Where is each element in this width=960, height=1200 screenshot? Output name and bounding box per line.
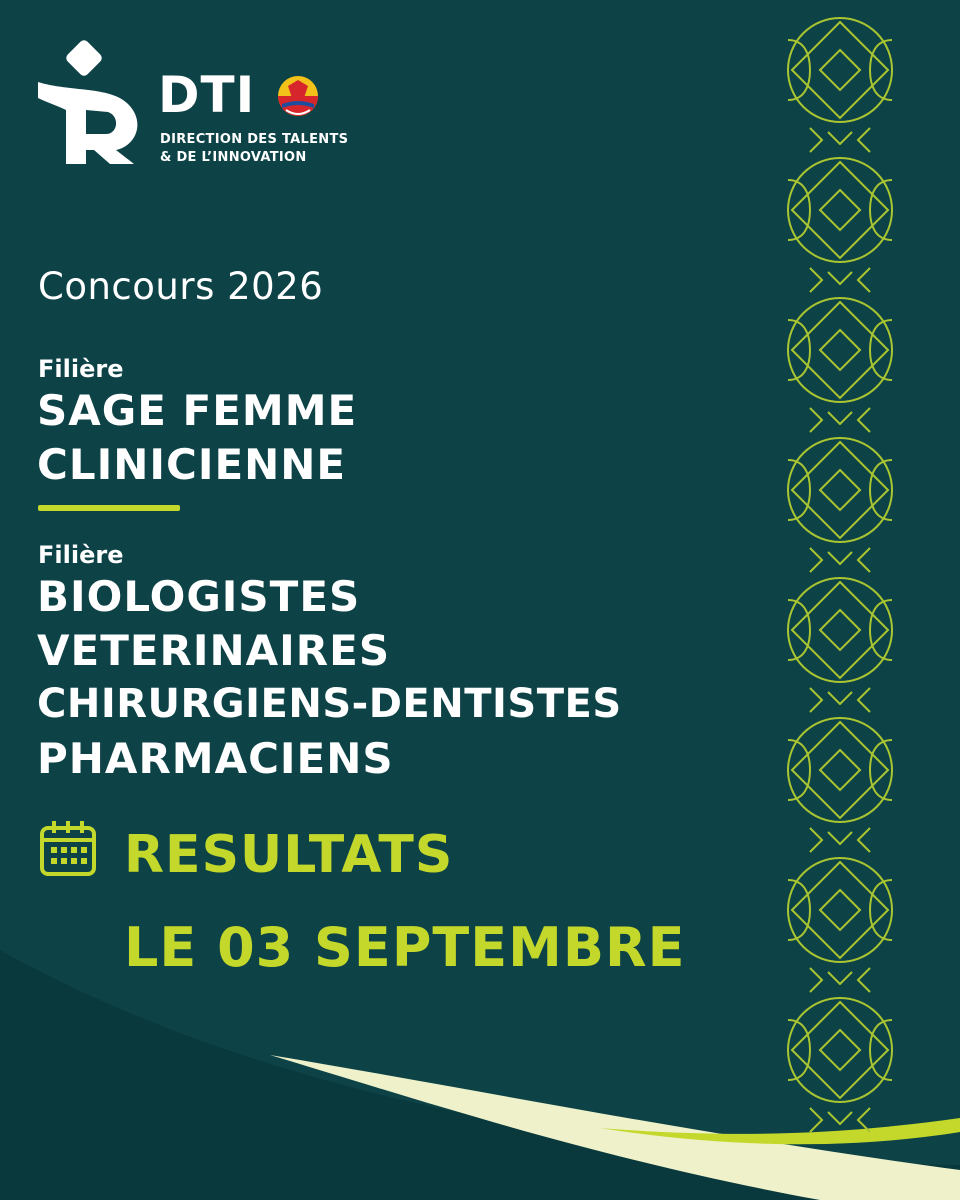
results-date: LE 03 SEPTEMBRE [124, 916, 686, 979]
separator-bar [38, 505, 180, 511]
filiere-label-1: Filière [38, 355, 124, 383]
filiere-label-2: Filière [38, 541, 124, 569]
brand-tagline-1: DIRECTION DES TALENTS [160, 132, 349, 147]
filiere2-line-4: PHARMACIENS [37, 734, 394, 783]
french-polynesia-emblem-icon [274, 74, 322, 118]
filiere2-line-3: CHIRURGIENS-DENTISTES [37, 681, 622, 727]
concours-title: Concours 2026 [38, 265, 324, 308]
dti-person-icon [30, 38, 150, 168]
results-title: RESULTATS [124, 825, 454, 885]
tribal-pattern [770, 0, 910, 1200]
calendar-icon [38, 818, 98, 878]
filiere1-line-1: SAGE FEMME [37, 386, 358, 435]
brand-name: DTI [158, 66, 256, 124]
filiere2-line-1: BIOLOGISTES [37, 572, 361, 621]
brand-tagline-2: & DE L’INNOVATION [160, 150, 307, 165]
filiere2-line-2: VETERINAIRES [37, 626, 391, 675]
filiere1-line-2: CLINICIENNE [37, 440, 347, 489]
